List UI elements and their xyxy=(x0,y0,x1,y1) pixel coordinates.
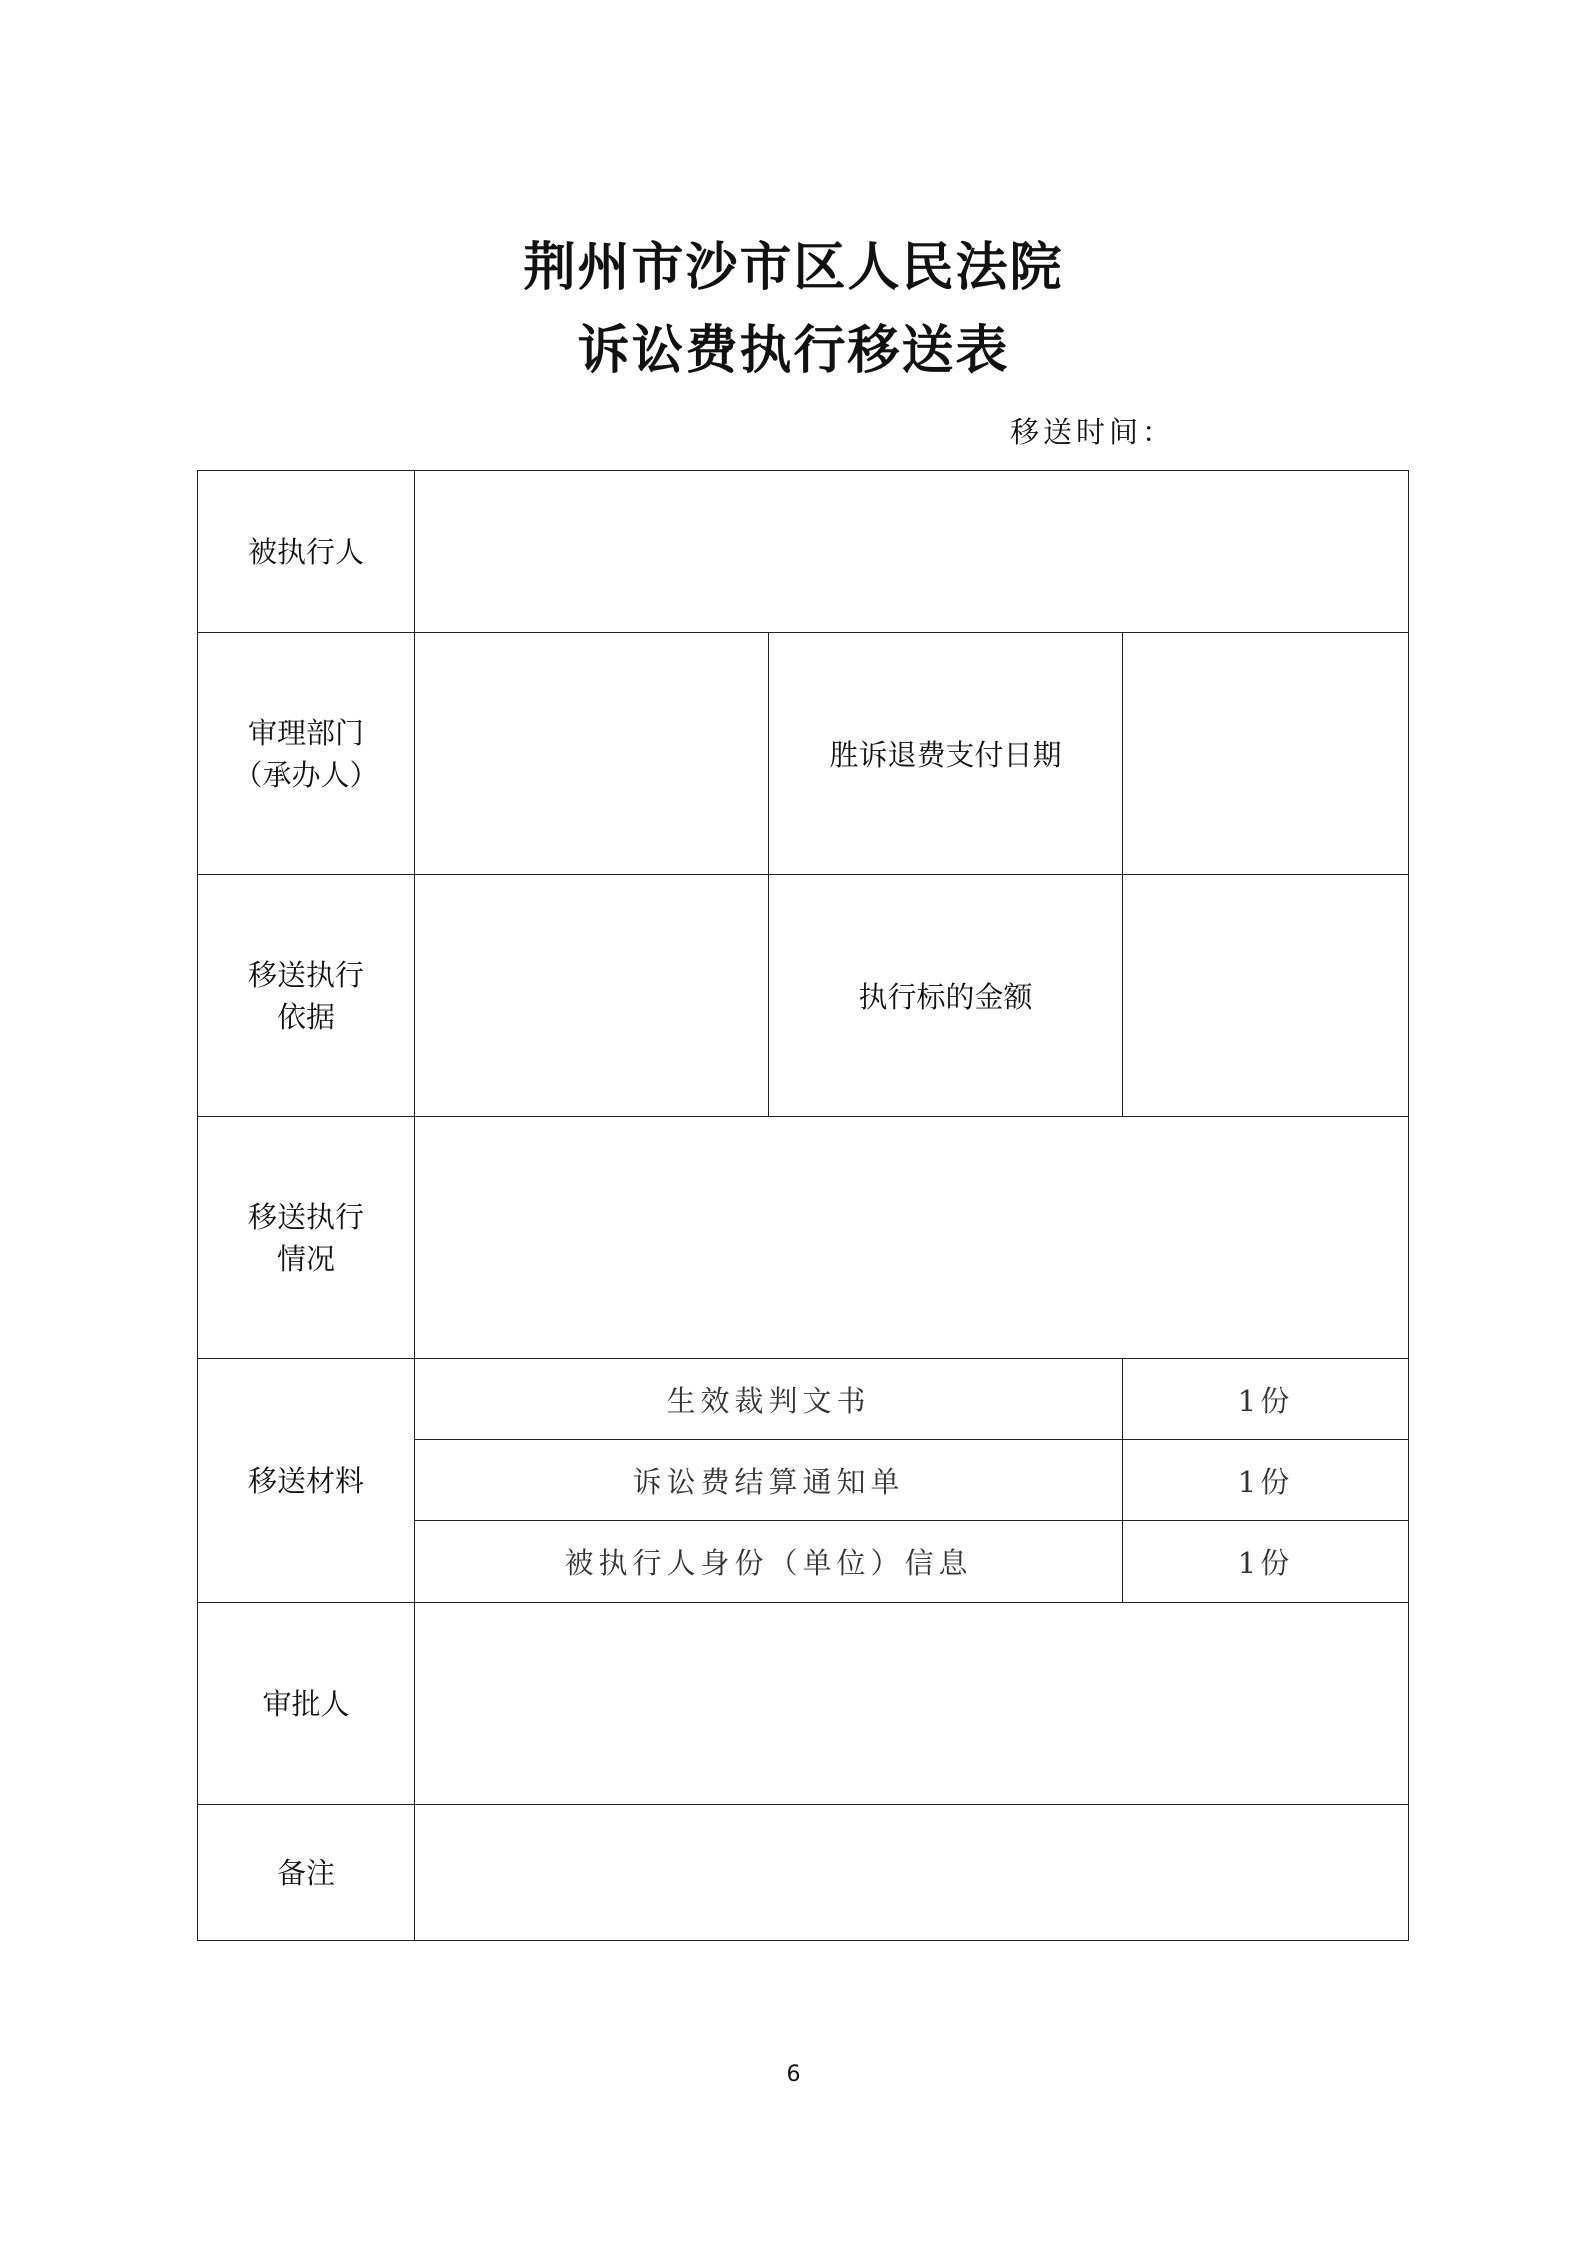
document-title-line2: 诉讼费执行移送表 xyxy=(577,320,1010,381)
basis-label-line2: 依据 xyxy=(276,999,335,1034)
approver-label-text: 审批人 xyxy=(262,1686,350,1721)
row-remarks xyxy=(198,1805,1409,1941)
material-row xyxy=(198,1359,1409,1440)
respondent-field[interactable] xyxy=(415,471,1409,633)
row-respondent xyxy=(198,471,1409,633)
row-trial-dept xyxy=(198,633,1409,875)
row-approver xyxy=(198,1603,1409,1805)
basis-label-line1: 移送执行 xyxy=(247,957,364,992)
remarks-label-text: 备注 xyxy=(276,1855,335,1890)
basis-field[interactable] xyxy=(415,875,769,1117)
trial-dept-label-line1: 审理部门 xyxy=(247,715,364,750)
trial-dept-field[interactable] xyxy=(415,633,769,875)
situation-label-line2: 情况 xyxy=(276,1241,335,1276)
material-name: 生效裁判文书 xyxy=(415,1359,1123,1440)
approver-label xyxy=(198,1603,415,1805)
material-qty: 1份 xyxy=(1123,1521,1409,1603)
document-title-line1: 荆州市沙市区人民法院 xyxy=(523,237,1064,298)
situation-label-line1: 移送执行 xyxy=(247,1199,364,1234)
basis-label xyxy=(198,875,415,1117)
material-qty: 1份 xyxy=(1123,1359,1409,1440)
refund-date-field[interactable] xyxy=(1123,633,1409,875)
amount-field[interactable] xyxy=(1123,875,1409,1117)
amount-label: 执行标的金额 xyxy=(769,875,1123,1117)
trial-dept-label xyxy=(198,633,415,875)
row-situation xyxy=(198,1117,1409,1359)
materials-label-text: 移送材料 xyxy=(247,1463,364,1498)
refund-date-label: 胜诉退费支付日期 xyxy=(769,633,1123,875)
situation-field[interactable] xyxy=(415,1117,1409,1359)
row-basis xyxy=(198,875,1409,1117)
remarks-label xyxy=(198,1805,415,1941)
transfer-time-label: 移送时间： xyxy=(1010,415,1176,449)
respondent-label xyxy=(198,471,415,633)
respondent-label-text: 被执行人 xyxy=(247,534,364,569)
transfer-form-table xyxy=(197,470,1409,1941)
material-name: 被执行人身份（单位）信息 xyxy=(415,1521,1123,1603)
approver-field[interactable] xyxy=(415,1603,1409,1805)
situation-label xyxy=(198,1117,415,1359)
trial-dept-label-line2: （承办人） xyxy=(233,757,379,792)
page-number: 6 xyxy=(786,2062,801,2087)
material-qty: 1份 xyxy=(1123,1440,1409,1521)
remarks-field[interactable] xyxy=(415,1805,1409,1941)
materials-label xyxy=(198,1359,415,1603)
material-name: 诉讼费结算通知单 xyxy=(415,1440,1123,1521)
